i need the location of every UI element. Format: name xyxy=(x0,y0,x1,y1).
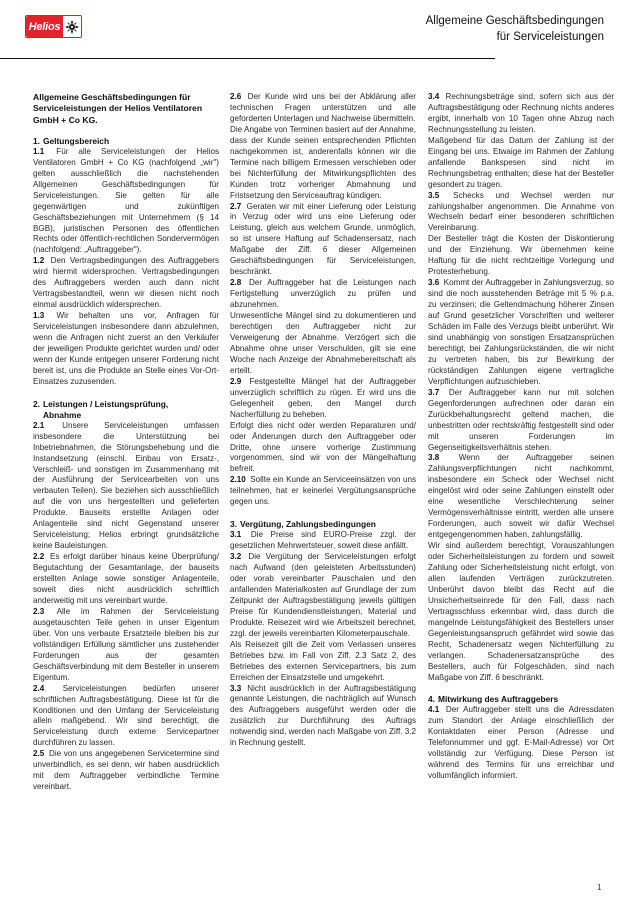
clause-3-5-cont: Der Besteller trägt die Kosten der Diskontierung und der Einziehung. Wir übernehmen keine Haftung für die nicht rechtzeitige Vorlegung und Protesterhebung. xyxy=(428,234,614,277)
column-2 xyxy=(230,92,416,749)
clause-3-3: 3.3 Nicht ausdrücklich in der Auftragsbestätigung genannte Leistungen, die nachträglich auf Wunsch des Auftraggebers ausgeführt werden oder die zusätzlich zur Durchführung des Auftrags notwendig sind, werden nach Maßgabe von Ziff. 3.2 in Rechnung gestellt. xyxy=(230,683,416,748)
clause-2-3: 2.3 Alle im Rahmen der Serviceleistung ausgetauschten Teile gehen in unser Eigentum über. Von uns verbaute Ersatzteile bleiben bis zur vollständigen Erfüllung sämtlicher uns zustehender Forderungen aus der gesamten Geschäftsverbindung mit dem Besteller in unserem Eigentum. xyxy=(33,606,219,682)
page-header xyxy=(0,0,638,66)
clause-2-7: 2.7 Geraten wir mit einer Lieferung oder Leistung in Verzug oder wird uns eine Lieferung oder Leistung, gleich aus welchem Grunde, unmöglich, so ist unsere Haftung auf Schadensersatz, nach Maßgabe der Ziff. 6 dieser Allgemeinen Geschäftsbedingungen für Serviceleistungen, beschränkt. xyxy=(230,201,416,277)
clause-3-4: 3.4 Rechnungsbeträge sind, sofern sich aus der Auftragsbestätigung oder Rechnung nichts anderes ergibt, innerhalb von 10 Tagen ohne Abzug nach Rechnungsstellung zu leisten. xyxy=(428,92,615,134)
clause-2-8: 2.8 Der Auftraggeber hat die Leistungen nach Fertigstellung unverzüglich zu prüfen und abzunehmen. xyxy=(230,278,417,310)
clause-3-8: 3.8 Wenn der Auftraggeber seinen Zahlungsverpflichtungen nicht nachkommt, insbesondere ein Scheck oder Wechsel nicht eingelöst wird oder seine Zahlungen einstellt oder eine wesentliche Verschlechterung seiner Vermögensverhältnisse eintritt, werden alle unsere Forderungen, auch soweit wir dafür Wechsel entgegengenommen haben, zahlungsfällig. xyxy=(428,453,615,540)
header-divider xyxy=(0,58,495,59)
clause-2-1: 2.1 Unsere Serviceleistungen umfassen insbesondere die Unterstützung bei Inbetriebnahmen, die Störungsbehebung und die Instandsetzung (einschl. Einbau von Ersatz-, Verschleiß- und sonstigen im Zusammenhang mit der Ausführung der Servicearbeiten von uns verbauten Teilen). Sie beziehen sich ausschließlich auf die von uns hergestellten und gelieferten Produkte. Bauseits erstellte Anlagen oder Anlagenteile sind nicht Gegenstand unserer Serviceleistung; Helios erbringt grundsätzliche keine Bauleistungen. xyxy=(33,420,219,551)
clause-1-1: 1.1 Für alle Serviceleistungen der Helios Ventilatoren GmbH + Co KG (nachfolgend „wir") gelten ausschließlich die nachstehenden Allgemeinen Geschäftsbedingungen für Serviceleistungen. Sie gelten für alle gegenwärtigen und zukünftigen Geschäftsbeziehungen mit Unternehmern (§ 14 BGB), juristischen Personen des öffentlichen Rechts oder öffentlich-rechtlichen Sondervermögen (nachfolgend: „Auftraggeber"). xyxy=(33,146,219,255)
logo-wordmark: Helios xyxy=(26,16,63,37)
column-1 xyxy=(33,92,219,793)
column-3 xyxy=(428,92,614,782)
clause-3-2: 3.2 Die Vergütung der Serviceleistungen erfolgt nach Aufwand (den geleisteten Arbeitsstunden) oder vorab vereinbarter Pauschalen und den anfallenden Materialkosten auf Grundlage der zum Zeitpunkt der Auftragsbestätigung jeweils gültigen Preise für Kundendienstleistungen, Material und Produkte. Reisezeit wird wie Arbeitszeit berechnet, zzgl. der jeweils vereinbarten Kilometerpauschale. xyxy=(230,552,417,638)
clause-3-4-cont: Maßgebend für das Datum der Zahlung ist der Eingang bei uns. Etwaige im Rahmen der Zahlung anfallende Bankspesen sind nicht im Rechnungsbetrag enthalten; diese hat der Besteller gesondert zu tragen. xyxy=(428,135,614,189)
document-title-line1: Allgemeine Geschäftsbedingungen xyxy=(425,15,604,27)
clause-3-7: 3.7 Der Auftraggeber kann nur mit solchen Gegenforderungen aufrechnen oder daran ein Zurückbehaltungsrecht geltend machen, die unbestritten oder rechtskräftig festgestellt sind oder mit unseren Forderungen im Gegenseitigkeitsverhältnis stehen. xyxy=(428,387,615,452)
clause-4-1: 4.1 Der Auftraggeber stellt uns die Adressdaten zum Standort der Anlage einschließlich der Kontaktdaten einer Person (Adresse und Telefonnummer und ggf. E-Mail-Adresse) vor Ort vollständig zur Verfügung. Diese Person ist während des Termins für uns erreichbar und vollumfänglich informiert. xyxy=(428,705,615,781)
clause-2-9: 2.9 Festgestellte Mängel hat der Auftraggeber unverzüglich schriftlich zu rügen. Er wird uns die Gelegenheit geben, den Mangel durch Nacherfüllung zu beheben. xyxy=(230,376,416,419)
clause-3-2-cont: Als Reisezeit gilt die Zeit vom Verlassen unseres Betriebes bzw. im Fall von Ziff. 2.3 Satz 2, des Betriebes des externen Servicepartners, bis zum Erreichen der Einsatzstelle und umgekehrt. xyxy=(230,639,416,682)
section-heading-3: 3. Vergütung, Zahlungsbedingungen xyxy=(230,519,376,530)
clause-1-2: 1.2 Den Vertragsbedingungen des Auftraggebers wird hiermit widersprochen. Vertragsbedingungen des Auftraggebers werden auch dann nicht Vertragsbestandteil, wenn wir diesen nicht noch einmal ausdrücklich widersprechen. xyxy=(33,256,219,310)
section-heading-1: 1. Geltungsbereich xyxy=(33,135,110,146)
helios-logo xyxy=(25,15,82,38)
clause-2-2: 2.2 Es erfolgt darüber hinaus keine Überprüfung/ Begutachtung der Gesamtanlage, der bauseits erstellten Anlage sowie sonstiger Anlagenteile, soweit dies nicht ausdrücklich schriftlich anderweitig mit uns vereinbart wurde. xyxy=(33,552,219,605)
lead-title: Allgemeine Geschäftsbedingungen für Serviceleistungen der Helios Ventilatoren GmbH + Co KG. xyxy=(33,92,203,125)
clause-2-8-cont: Unwesentliche Mängel sind zu dokumentieren und berechtigen den Auftraggeber nicht zur Verweigerung der Abnahme. Verzögert sich die Abnahme ohne unser Verschulden, gilt sie eine Woche nach Anzeige der Abnahmebereitschaft als erteilt. xyxy=(230,311,416,375)
clause-2-9-cont: Erfolgt dies nicht oder werden Reparaturen und/ oder Änderungen durch den Auftraggeber oder Dritte, ohne unsere vorherige Zustimmung vorgenommen, sind wir von der Mängelhaftung befreit. xyxy=(230,420,416,474)
clause-2-10: 2.10 Sollte ein Kunde an Serviceeinsätzen von uns teilnehmen, hat er keinerlei Vergütungsansprüche gegen uns. xyxy=(230,475,416,507)
clause-2-4: 2.4 Serviceleistungen bedürfen unserer schriftlichen Auftragsbestätigung. Diese ist für die Konditionen und den Umfang der Serviceleistung allein maßgebend. Wir sind berechtigt, die Serviceleistung durch externe Servicepartner durchführen zu lassen. xyxy=(33,683,219,748)
section-heading-2: 2. Leistungen / Leistungsprüfung, Abnahme xyxy=(33,398,169,420)
document-title xyxy=(426,13,604,45)
page-number: 1 xyxy=(597,883,602,892)
fan-icon xyxy=(63,16,81,37)
clause-3-8-cont: Wir sind außerdem berechtigt, Vorauszahlungen oder Sicherheitsleistungen zu fordern und soweit Zahlung oder Sicherheitsleistung nicht erfolgt, von allen laufenden Verträgen zurückzutreten. Unberührt davon bleibt das Recht auf die Unsicherheitseinrede für den Fall, dass nach Vertragsschluss erkennbar wird, dass durch die mangelnde Leistungsfähigkeit des Bestellers unser Gegenleistungsanspruch gefährdet wird sowie das Recht, Schadenersatz wegen Nichterfüllung zu verlangen. Schadenersatzansprüche des Bestellers, auch für Folgeschäden, sind nach Maßgabe von Ziff. 6 beschränkt. xyxy=(428,541,614,682)
clause-2-6: 2.6 Der Kunde wird uns bei der Abklärung aller technischen Fragen unterstützen und alle geforderten Unterlagen und Nachweise übermitteln. xyxy=(230,92,416,123)
section-heading-4: 4. Mitwirkung des Auftraggebers xyxy=(428,694,559,705)
clause-2-6-cont: Die Angabe von Terminen basiert auf der Annahme, dass der Kunde seinen entsprechenden Pflichten nachgekommen ist, anderenfalls können wir die Termine nach billigem Ermessen verschieben oder bei Nichterfüllung der Mitwirkungspflichten des Kunden trotz vorheriger Abmahnung und Fristsetzung den Serviceauftrag kündigen. xyxy=(230,124,416,200)
clause-3-6: 3.6 Kommt der Auftraggeber in Zahlungsverzug, so sind die noch ausstehenden Beträge mit 5 % p.a. zu verzinsen; die Geltendmachung höherer Zinsen auf Grund gesetzlicher Vorschriften und weiterer Schäden im Falle des Verzugs bleibt unberührt. Wir sind unabhängig von sonstigen Ersatzansprüchen berechtigt, bei Zahlungsrückständen, die wir nicht zu vertreten haben, bis zur Bewirkung der rückständigen Zahlungen eigene vertragliche Verpflichtungen aufzuschieben. xyxy=(428,278,615,386)
clause-3-1: 3.1 Die Preise sind EURO-Preise zzgl. der gesetzlichen Mehrwertsteuer, soweit diese anfällt. xyxy=(230,530,416,551)
clause-1-3: 1.3 Wir behalten uns vor, Anfragen für Serviceleistungen insbesondere dann abzulehnen, wenn die Anfragen nicht zuerst an den Verkäufer der jeweiligen Produkte gerichtet wurden und/ oder wenn der Kunde entgegen unserer Forderung nicht bereit ist, uns die Produkte an Stelle eines Vor-Ort-Einsatzes zuzusenden. xyxy=(33,311,220,386)
document-title-line2: für Serviceleistungen xyxy=(496,31,604,43)
clause-2-5: 2.5 Die von uns angegebenen Servicetermine sind unverbindlich, es sei denn, wir haben ausdrücklich mit dem Auftraggeber verbindliche Termine vereinbart. xyxy=(33,749,220,792)
clause-3-5: 3.5 Schecks und Wechsel werden nur zahlungshalber angenommen. Die Annahme von Wechseln bedarf einer besonderen schriftlichen Vereinbarung. xyxy=(428,190,614,233)
